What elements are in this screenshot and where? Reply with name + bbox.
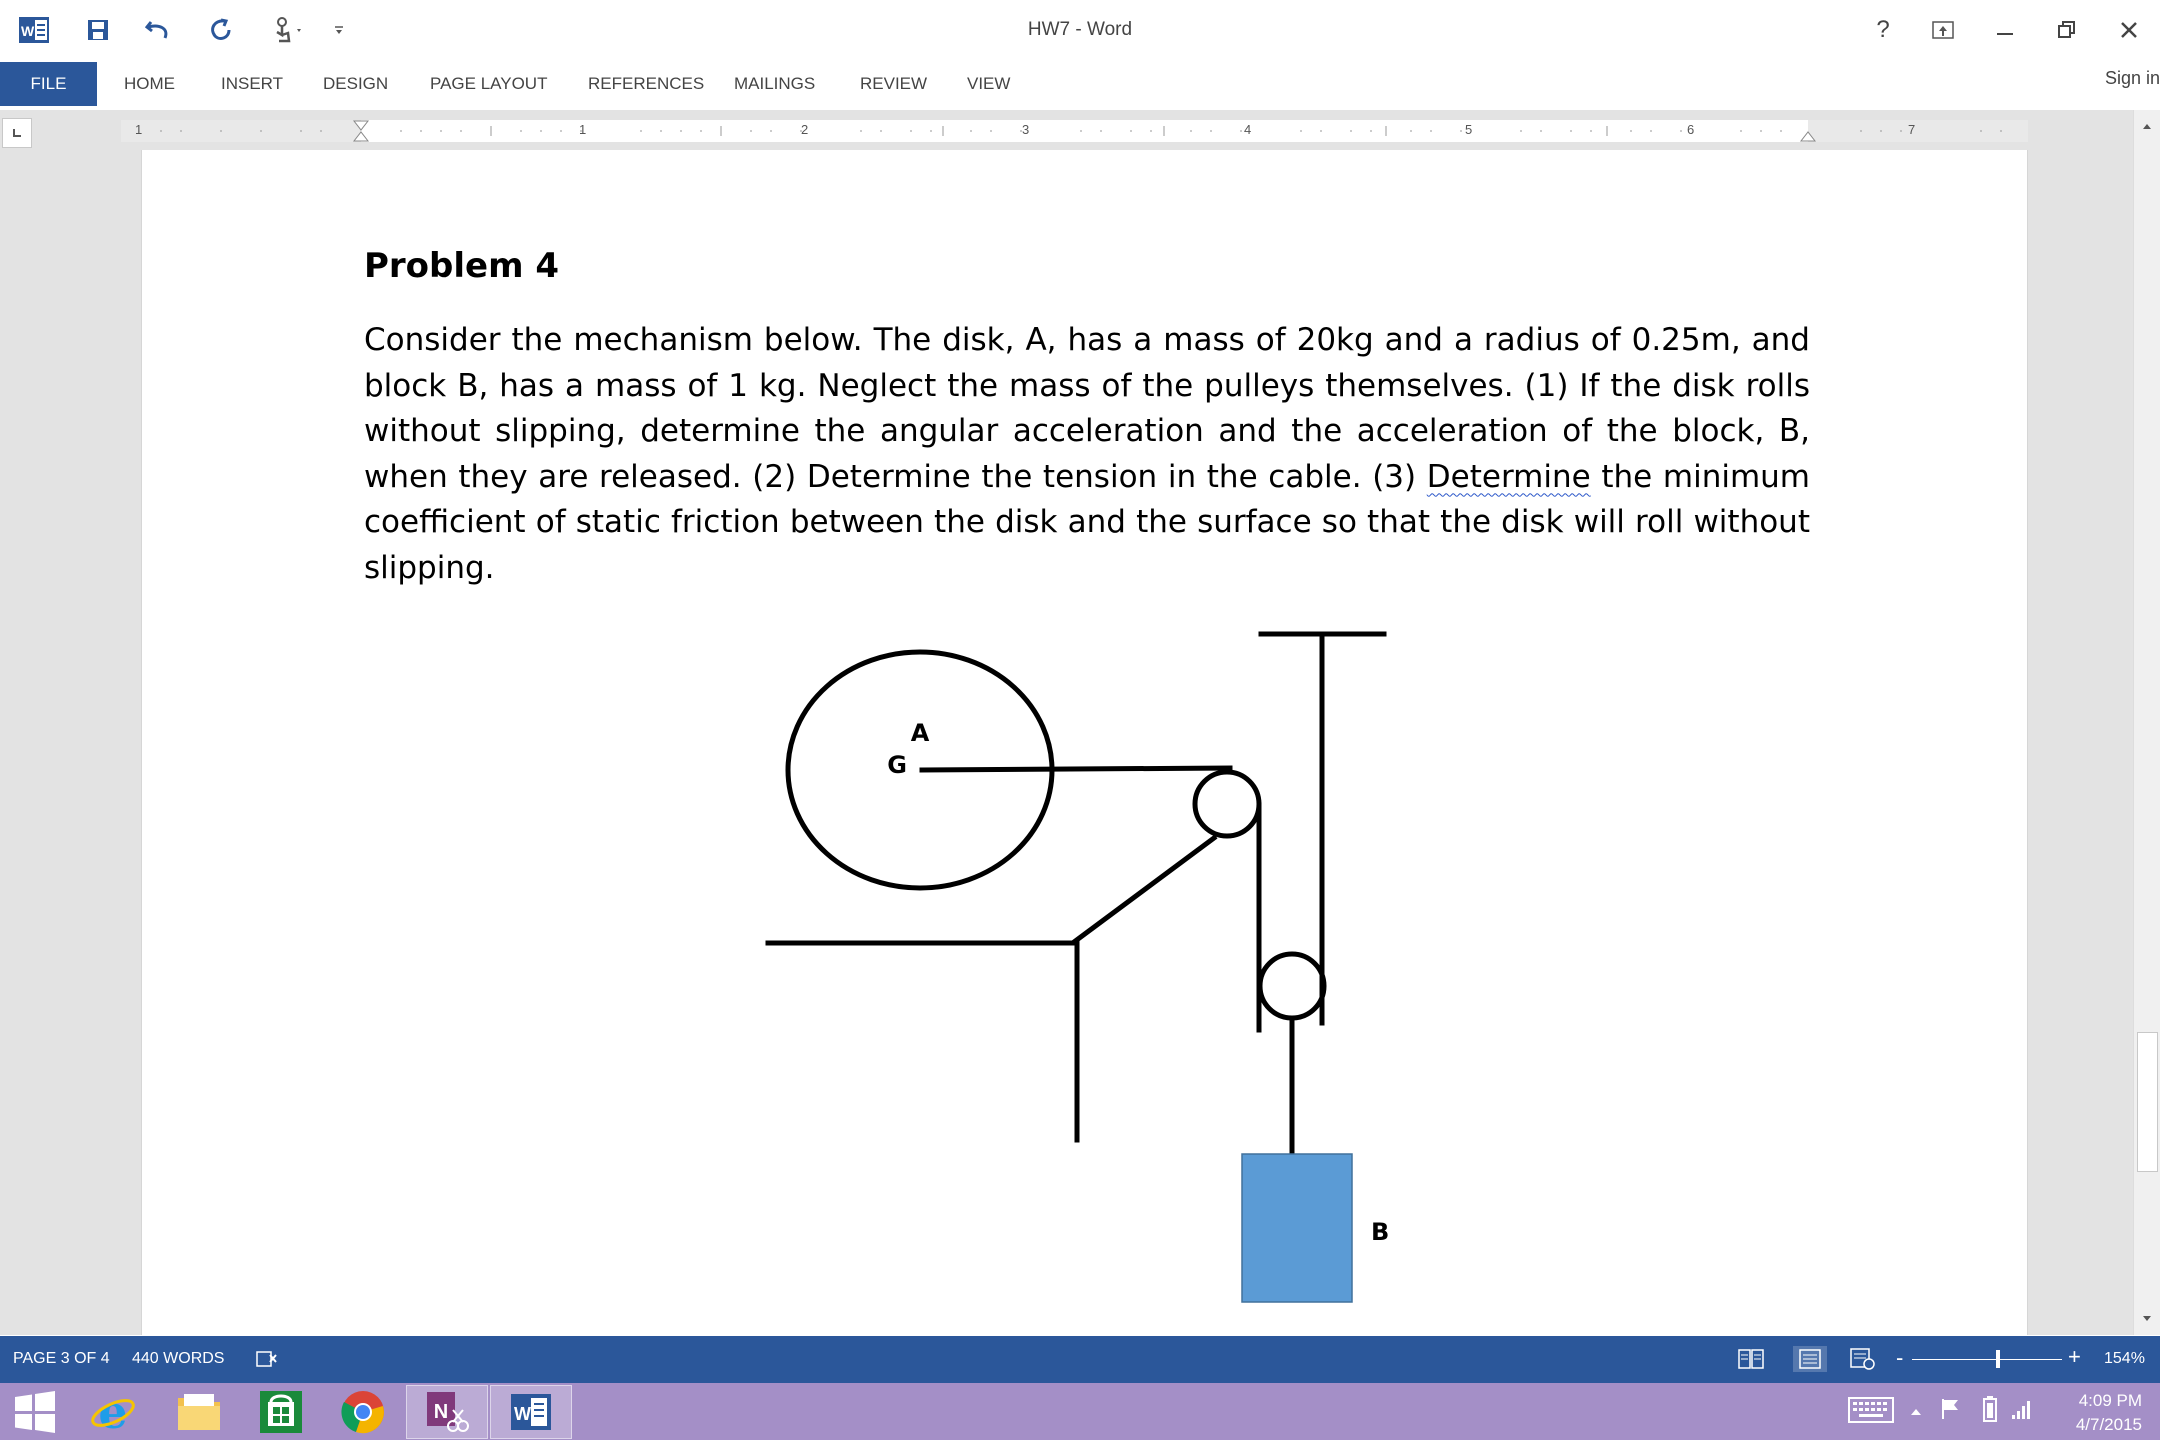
- document-workspace: [0, 110, 2160, 1335]
- tab-file[interactable]: FILE: [0, 62, 97, 106]
- problem-heading: Problem 4: [364, 246, 560, 286]
- ruler-number: 3: [1022, 122, 1030, 137]
- sign-in-link[interactable]: Sign in: [2104, 68, 2160, 88]
- svg-text:N: N: [433, 1401, 449, 1423]
- tab-review[interactable]: REVIEW: [860, 74, 928, 93]
- windows-taskbar: [0, 1383, 2160, 1440]
- taskbar-clock[interactable]: [2076, 1389, 2142, 1437]
- document-page[interactable]: [141, 150, 2028, 1335]
- window-title: HW7 - Word: [1027, 19, 1133, 40]
- network-signal-icon[interactable]: [2010, 1395, 2034, 1426]
- tab-page-layout[interactable]: PAGE LAYOUT: [430, 74, 548, 93]
- web-layout-icon[interactable]: [1849, 1346, 1877, 1372]
- help-button[interactable]: ?: [1876, 16, 1890, 43]
- mechanism-figure: [142, 150, 2029, 1335]
- ribbon-display-icon[interactable]: [1920, 12, 1966, 48]
- clock-time: 4:09 PM: [2078, 1391, 2142, 1410]
- paragraph-text-end: the minimum coefficient of static friction between the disk and the surface so that the disk will roll without slipping.: [364, 458, 1810, 586]
- ruler-number: 5: [1465, 122, 1473, 137]
- zoom-slider-thumb[interactable]: [1996, 1350, 2000, 1368]
- ruler-ticks: [121, 120, 2028, 142]
- print-layout-icon[interactable]: [1793, 1346, 1827, 1372]
- scroll-down-icon[interactable]: [2134, 1307, 2160, 1331]
- onenote-clipper-icon[interactable]: [406, 1385, 488, 1439]
- tab-stop-selector[interactable]: [2, 118, 32, 148]
- ruler-number: 1: [135, 122, 143, 137]
- tab-insert[interactable]: INSERT: [221, 74, 284, 93]
- tab-design[interactable]: DESIGN: [323, 74, 389, 93]
- tab-home[interactable]: HOME: [124, 74, 175, 93]
- word-count[interactable]: 440 WORDS: [132, 1350, 225, 1367]
- proofing-icon[interactable]: [253, 1346, 281, 1372]
- scroll-up-icon[interactable]: [2134, 114, 2160, 138]
- block-b: [1242, 1154, 1352, 1302]
- label-a: A: [910, 719, 930, 747]
- cable-top: [922, 768, 1230, 770]
- horizontal-ruler[interactable]: [121, 120, 2028, 142]
- chrome-icon[interactable]: [322, 1385, 404, 1439]
- ruler-number: 2: [801, 122, 809, 137]
- show-hidden-icons[interactable]: [1910, 1401, 1922, 1422]
- status-bar: [0, 1336, 2160, 1383]
- tab-view[interactable]: VIEW: [967, 74, 1011, 93]
- ruler-number: 6: [1687, 122, 1695, 137]
- zoom-slider[interactable]: [1912, 1359, 2062, 1360]
- pulley-bottom: [1260, 954, 1324, 1018]
- pulley-bracket: [1074, 838, 1214, 942]
- paragraph-text: Consider the mechanism below. The disk, A, has a mass of 20kg and a radius of 0.25m, and block B, has a mass of 1 kg. Neglect the mass of the pulleys themselves. (1) If the disk rolls without slipping, determine the angular acceleration and the acceleration of the block, B, when they are released. (2) Determine the tension in the cable. (3): [364, 322, 1810, 495]
- pulley-top: [1195, 772, 1259, 836]
- restore-icon[interactable]: [2044, 12, 2090, 48]
- store-icon[interactable]: [240, 1385, 322, 1439]
- label-g: G: [887, 751, 907, 779]
- svg-text:e: e: [98, 1388, 128, 1436]
- title-bar: [0, 0, 2160, 62]
- spelling-error-word[interactable]: Determine: [1426, 458, 1591, 495]
- ribbon-tabs: [0, 62, 2160, 108]
- action-center-flag-icon[interactable]: [1940, 1397, 1962, 1426]
- zoom-out-button[interactable]: -: [1896, 1345, 1904, 1370]
- vertical-scrollbar[interactable]: [2133, 110, 2160, 1335]
- svg-text:W: W: [21, 23, 35, 39]
- start-icon[interactable]: [0, 1385, 70, 1439]
- zoom-level[interactable]: 154%: [2104, 1350, 2145, 1367]
- close-icon[interactable]: [2106, 12, 2152, 48]
- tab-mailings[interactable]: MAILINGS: [734, 74, 816, 93]
- battery-icon[interactable]: [1982, 1395, 1998, 1428]
- word-taskbar-icon[interactable]: [490, 1385, 572, 1439]
- label-b: B: [1371, 1218, 1390, 1246]
- page-count[interactable]: PAGE 3 OF 4: [13, 1350, 110, 1367]
- clock-date: 4/7/2015: [2075, 1415, 2142, 1434]
- zoom-in-button[interactable]: +: [2068, 1344, 2081, 1369]
- minimize-icon[interactable]: [1982, 12, 2028, 48]
- read-mode-icon[interactable]: [1737, 1346, 1765, 1372]
- ruler-number: 1: [579, 122, 587, 137]
- internet-explorer-icon[interactable]: [72, 1385, 154, 1439]
- ruler-number: 7: [1908, 122, 1916, 137]
- keyboard-icon[interactable]: [1848, 1397, 1894, 1428]
- svg-text:W: W: [514, 1404, 531, 1424]
- ruler-number: 4: [1244, 122, 1252, 137]
- scroll-thumb[interactable]: [2137, 1032, 2158, 1172]
- tab-references[interactable]: REFERENCES: [588, 74, 705, 93]
- file-explorer-icon[interactable]: [158, 1385, 240, 1439]
